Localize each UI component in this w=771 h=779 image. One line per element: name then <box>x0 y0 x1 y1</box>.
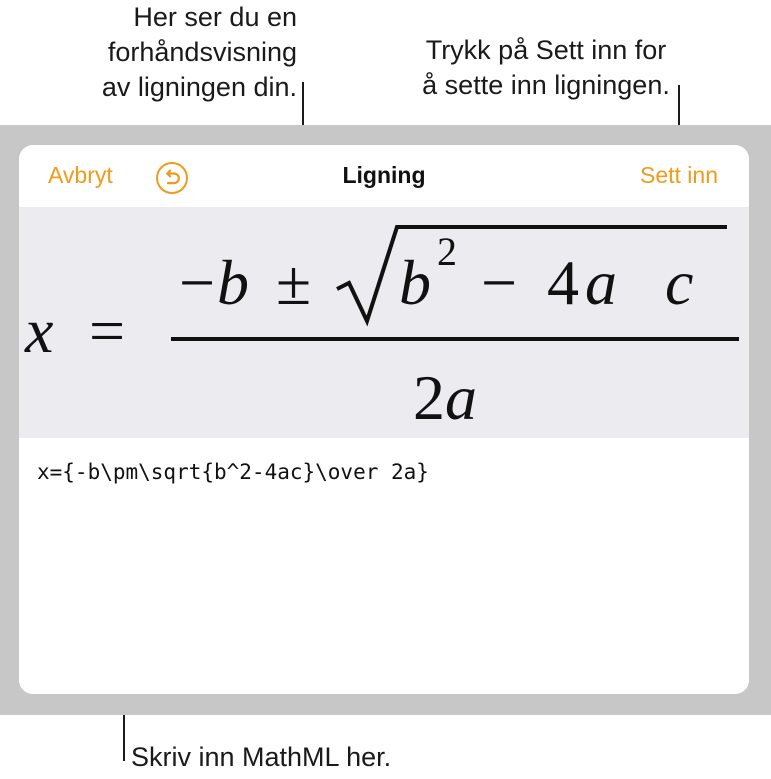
callout-mathml <box>131 740 391 775</box>
equation-preview <box>19 207 749 438</box>
eq-den-a: a <box>445 362 477 433</box>
mathml-input[interactable] <box>37 460 727 660</box>
eq-rad-b: b <box>399 247 431 318</box>
navigation-bar <box>19 145 749 207</box>
equation-sheet <box>19 145 749 694</box>
eq-num-minus: − <box>179 247 216 318</box>
fraction-bar <box>171 337 739 341</box>
eq-lhs: x <box>25 295 54 366</box>
callout-insert <box>396 33 696 103</box>
callout-mathml-line: Skriv inn MathML her. <box>131 742 392 772</box>
callout-preview-line-3: av ligningen din. <box>101 72 297 102</box>
eq-plus-minus: ± <box>276 247 312 318</box>
eq-rad-a: a <box>585 247 617 318</box>
eq-rad-minus: − <box>481 247 518 318</box>
callout-preview-line-2: forhåndsvisning <box>107 37 297 67</box>
eq-rad-4: 4 <box>547 247 579 318</box>
callout-insert-line-1: Trykk på Sett inn for <box>425 35 667 65</box>
eq-rad-c: c <box>665 247 694 318</box>
mathml-editor <box>19 438 749 694</box>
equation-render <box>19 207 749 438</box>
sheet-title: Ligning <box>342 162 426 188</box>
callout-preview <box>102 0 297 105</box>
callout-insert-line-2: å sette inn ligningen. <box>422 70 670 100</box>
cancel-button[interactable]: Avbryt <box>48 162 113 188</box>
eq-equals: = <box>89 295 126 366</box>
eq-exponent: 2 <box>437 229 457 274</box>
callout-preview-line-1: Her ser du en <box>133 2 297 32</box>
insert-button[interactable]: Sett inn <box>640 162 718 188</box>
eq-num-b: b <box>217 247 249 318</box>
eq-den-2: 2 <box>413 362 445 433</box>
